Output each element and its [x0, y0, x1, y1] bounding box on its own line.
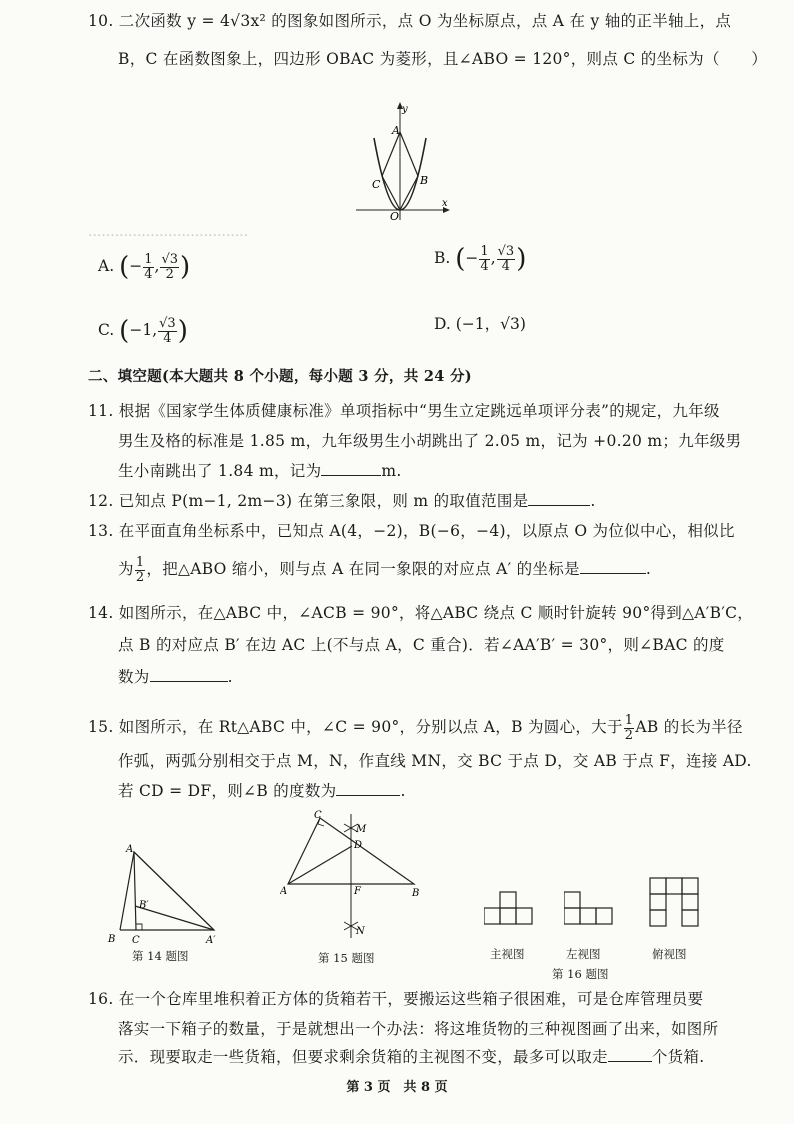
- q13-line2-post: .: [645, 560, 652, 578]
- fig16-left-view-label: 左视图: [566, 947, 601, 961]
- section-2-title: 二、填空题(本大题共 8 个小题，每小题 3 分，共 24 分): [88, 368, 472, 385]
- fig15-label-B: B: [412, 888, 420, 899]
- option-A-x-num: 1: [144, 251, 153, 267]
- q15-answer-blank[interactable]: [336, 781, 400, 796]
- q10-option-A: A. (− $\frac{1}{4}$ , $\frac{√3}{2}$ ): [98, 251, 191, 282]
- q11-line1: 11. 根据《国家学生体质健康标准》单项指标中“男生立定跳远单项评分表”的规定，九年级: [88, 402, 720, 420]
- q15-line3-post: .: [400, 782, 406, 800]
- figure-16-top-view: [648, 876, 708, 934]
- fig15-label-N: N: [356, 926, 365, 937]
- q13-line2-mid: ，把△ABO 缩小，则与点 A 在同一象限的对应点 A′ 的坐标是: [146, 560, 580, 578]
- fig15-label-A: A: [280, 886, 288, 897]
- q14-line3: [118, 666, 233, 688]
- q16-line2: 落实一下箱子的数量，于是就想出一个办法：将这堆货物的三种视图画了出来，如图所: [118, 1020, 719, 1038]
- q14-line3-post: .: [227, 668, 233, 686]
- option-C-y-num: √3: [159, 315, 176, 331]
- fig16-caption: 第 16 题图: [552, 967, 609, 981]
- option-B-label: B.: [434, 249, 451, 267]
- option-D-label: D.: [434, 315, 451, 333]
- q15-line3-pre: 若 CD = DF，则∠B 的度数为: [118, 782, 337, 800]
- q16-answer-blank[interactable]: [608, 1047, 652, 1062]
- fig14-label-C: C: [132, 935, 140, 946]
- figure-16-main-view: [484, 890, 544, 934]
- figure-16-left-view: [564, 890, 624, 934]
- fig15-label-M: M: [356, 824, 367, 835]
- q12-text: 12. 已知点 P(m−1, 2m−3) 在第三象限，则 m 的取值范围是: [88, 492, 529, 510]
- graph-label-C: C: [372, 178, 381, 191]
- q10-parabola-graph: [352, 100, 452, 225]
- option-A-x-den: 4: [144, 266, 153, 282]
- option-C-x: −1: [129, 321, 153, 339]
- q13-line1: 13. 在平面直角坐标系中，已知点 A(4，−2)，B(−6，−4)，以原点 O 为位似中心，相似比: [88, 522, 735, 540]
- fig14-label-B-prime: B′: [139, 900, 149, 911]
- graph-label-x: x: [442, 198, 448, 209]
- q11-line3-post: m.: [381, 462, 402, 480]
- option-B-x-den: 4: [480, 258, 489, 274]
- q10-option-C: C. (−1, $\frac{√3}{4}$ ): [98, 315, 188, 346]
- fig16-top-view-label: 俯视图: [652, 947, 687, 961]
- q15-line1-post: AB 的长为半径: [635, 718, 743, 736]
- q16-line3-post: 个货箱.: [651, 1048, 705, 1066]
- graph-label-y: y: [402, 104, 408, 115]
- fig15-label-C: C: [314, 810, 322, 821]
- q10-option-B: B. (− $\frac{1}{4}$ , $\frac{√3}{4}$ ): [434, 243, 527, 274]
- graph-label-A: A: [392, 124, 400, 137]
- q16-line1: 16. 在一个仓库里堆积着正方体的货箱若干，要搬运这些箱子很困难，可是仓库管理员要: [88, 990, 704, 1008]
- q13-line2-pre: 为: [118, 560, 134, 578]
- option-D-text: (−1，√3): [455, 315, 526, 333]
- fig15-label-D: D: [354, 840, 363, 851]
- q13-frac-den: 2: [135, 569, 145, 585]
- q14-line1: 14. 如图所示，在△ABC 中，∠ACB = 90°，将△ABC 绕点 C 顺时针旋转 90°得到△A′B′C，: [88, 604, 754, 622]
- option-C-label: C.: [98, 321, 115, 339]
- option-B-y-num: √3: [497, 243, 515, 259]
- figure-15: [280, 810, 430, 944]
- option-C-y-den: 4: [163, 330, 172, 346]
- q16-line3-pre: 示．现要取走一些货箱，但要求剩余货箱的主视图不变，最多可以取走: [118, 1048, 608, 1066]
- q14-answer-blank[interactable]: [150, 667, 228, 682]
- q16-line3: [118, 1046, 704, 1068]
- fig15-caption: 第 15 题图: [318, 951, 375, 965]
- option-A-y-num: √3: [161, 251, 178, 267]
- page-footer: 第 3 页 共 8 页: [346, 1080, 448, 1095]
- option-A-label: A.: [98, 257, 115, 275]
- fig15-label-F: F: [354, 886, 361, 897]
- fig14-label-B: B: [108, 934, 116, 945]
- fig14-label-A-prime: A′: [206, 935, 216, 946]
- fig14-label-A: A: [126, 844, 134, 855]
- segment-AB: [120, 852, 134, 930]
- right-angle-mark: [136, 924, 142, 930]
- fig16-main-view-label: 主视图: [490, 947, 525, 961]
- q14-line2: 点 B 的对应点 B′ 在边 AC 上(不与点 A，C 重合)．若∠AA′B′ = 30°，则∠BAC 的度: [118, 636, 725, 654]
- q15-line3: [118, 780, 406, 802]
- bleed-through-text: ····································: [88, 228, 249, 244]
- figure-14: [100, 842, 230, 946]
- graph-label-B: B: [420, 174, 429, 187]
- q11-line2: 男生及格的标准是 1.85 m，九年级男生小胡跳出了 2.05 m，记为 +0.20 m；九年级男: [118, 432, 742, 450]
- q13-answer-blank[interactable]: [580, 559, 646, 574]
- q11-answer-blank[interactable]: [321, 461, 381, 476]
- q13-line2: [118, 554, 651, 585]
- q10-line2: B，C 在函数图象上，四边形 OBAC 为菱形，且∠ABO = 120°，则点 C 的坐标为（ ）: [118, 50, 768, 68]
- q10-option-D: [434, 312, 526, 334]
- q13-frac-num: 1: [135, 554, 145, 570]
- q12-line: [88, 490, 596, 512]
- q12-post: .: [590, 492, 596, 510]
- q12-answer-blank[interactable]: [528, 491, 590, 506]
- graph-label-O: O: [390, 210, 400, 223]
- q15-line1: [88, 712, 743, 743]
- q15-line2: 作弧，两弧分别相交于点 M，N，作直线 MN，交 BC 于点 D，交 AB 于点 F，连接 AD.: [118, 752, 752, 770]
- q15-line1-pre: 15. 如图所示，在 Rt△ABC 中，∠C = 90°，分别以点 A，B 为圆心，大于: [88, 718, 623, 736]
- q15-frac-num: 1: [624, 712, 634, 728]
- q14-line3-pre: 数为: [118, 668, 150, 686]
- q11-line3: [118, 460, 402, 482]
- q15-frac-den: 2: [624, 727, 634, 743]
- q11-line3-pre: 生小南跳出了 1.84 m，记为: [118, 462, 322, 480]
- option-A-y-den: 2: [165, 266, 174, 282]
- q10-line1: 10. 二次函数 y = 4√3x² 的图象如图所示，点 O 为坐标原点，点 A 在 y 轴的正半轴上，点: [88, 12, 732, 30]
- option-B-x-num: 1: [480, 243, 489, 259]
- fig14-caption: 第 14 题图: [132, 949, 189, 963]
- option-B-y-den: 4: [501, 258, 511, 274]
